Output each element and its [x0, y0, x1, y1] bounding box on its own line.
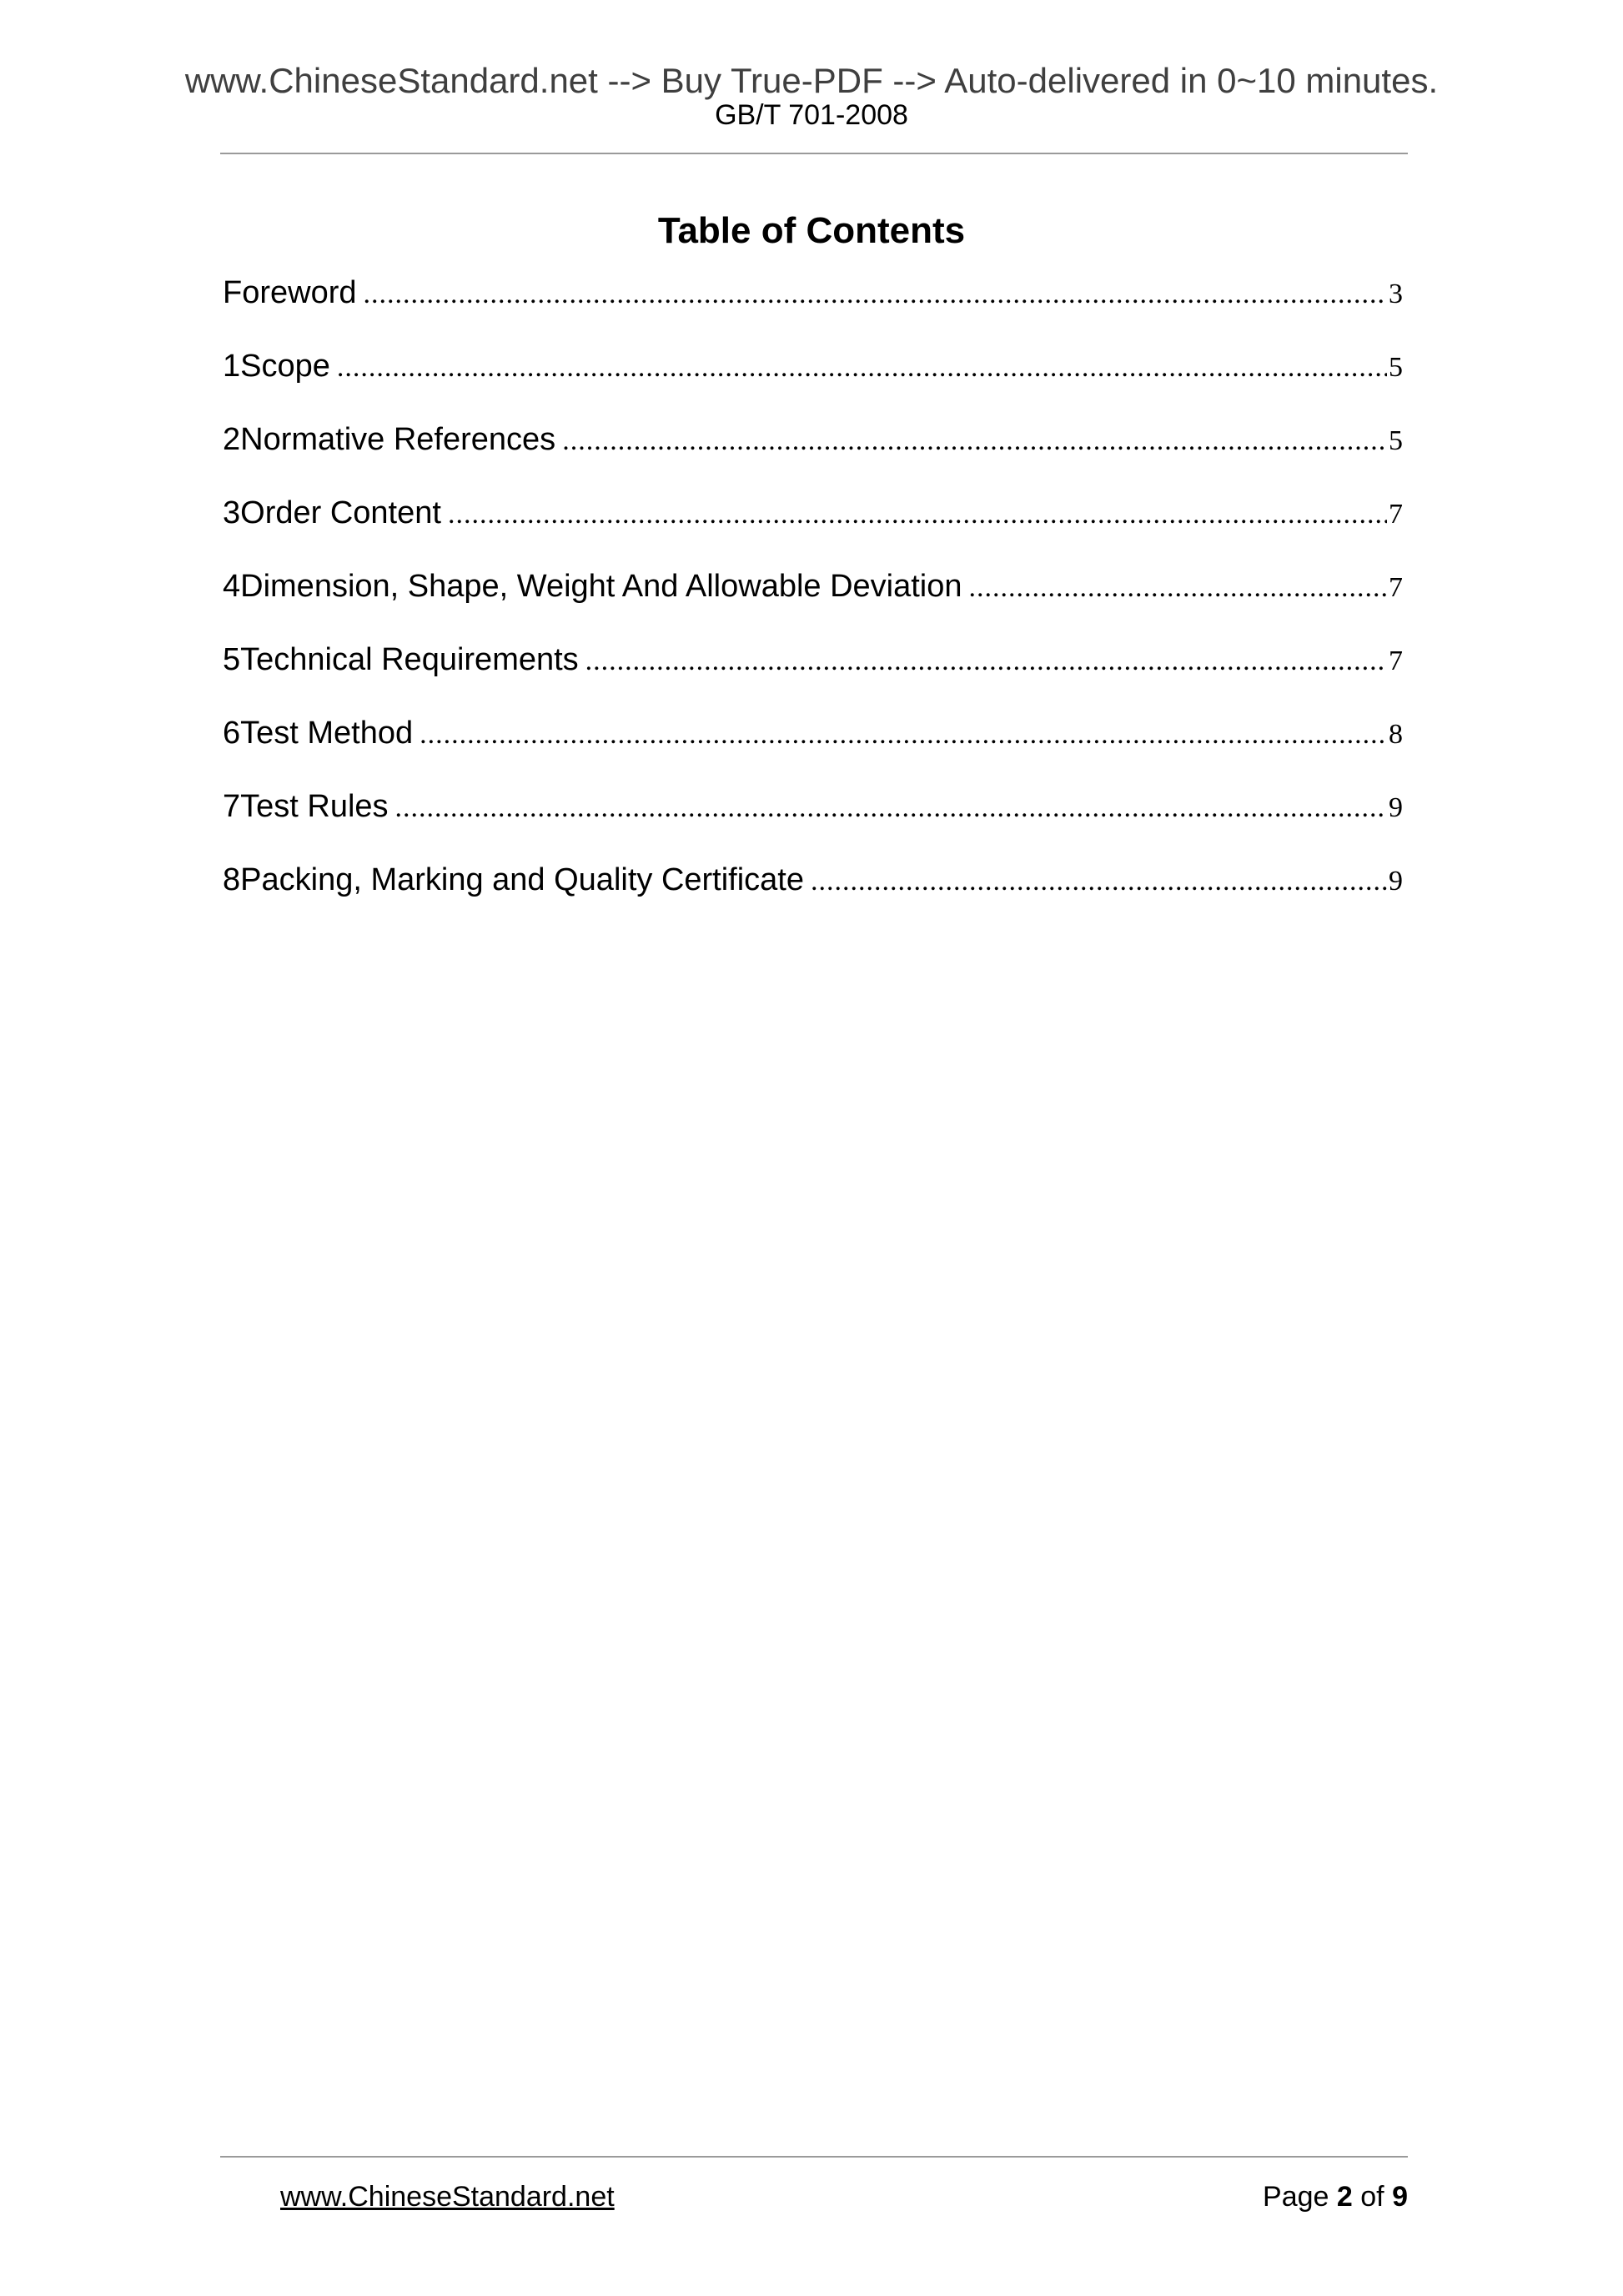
document-code: GB/T 701-2008	[715, 99, 908, 131]
toc-title: Table of Contents	[657, 210, 966, 251]
page-indicator	[1263, 2183, 1408, 2211]
toc-dot-leader	[448, 493, 1387, 536]
toc-entry-label: Dimension, Shape, Weight And Allowable Deviation	[240, 569, 962, 604]
toc-entry-page: 3	[1389, 279, 1403, 309]
toc-entry-number: 2	[223, 422, 241, 457]
toc-entry-page: 7	[1389, 499, 1403, 530]
toc-dot-leader	[395, 786, 1387, 830]
toc-entry-label: Test Rules	[240, 789, 389, 824]
toc-dot-leader	[811, 860, 1387, 903]
current-page-number: 2	[1336, 2181, 1353, 2213]
toc-entry-page: 7	[1389, 572, 1403, 603]
toc-entry-label: Scope	[240, 349, 330, 384]
toc-entry-number: 5	[223, 642, 241, 677]
toc-entry-normative-references[interactable]	[223, 418, 1403, 491]
toc-entry-technical-requirements[interactable]	[223, 638, 1403, 711]
page-of: of	[1360, 2181, 1384, 2213]
toc-entry-label: Technical Requirements	[240, 642, 579, 677]
toc-dot-leader	[337, 346, 1387, 389]
toc-entry-page: 9	[1389, 792, 1403, 823]
toc-entry-number: 4	[223, 569, 241, 604]
toc-entry-label: Packing, Marking and Quality Certificate	[240, 862, 804, 897]
toc-entry-number: 7	[223, 789, 241, 824]
toc-entry-scope[interactable]	[223, 344, 1403, 418]
toc-entry-order-content[interactable]	[223, 491, 1403, 565]
toc-entry-foreword[interactable]	[223, 271, 1403, 344]
toc-entry-packing[interactable]	[223, 858, 1403, 932]
toc-entry-label: Normative References	[240, 422, 556, 457]
toc-dot-leader	[969, 566, 1387, 610]
toc-entry-number: 8	[223, 862, 241, 897]
toc-entry-page: 9	[1389, 866, 1403, 897]
toc-entry-page: 5	[1389, 425, 1403, 456]
header-divider	[220, 153, 1408, 154]
toc-list	[223, 271, 1403, 932]
toc-entry-page: 5	[1389, 352, 1403, 383]
toc-entry-number: 1	[223, 349, 241, 384]
toc-entry-label: Test Method	[240, 716, 414, 751]
toc-entry-label: Order Content	[240, 495, 441, 530]
page-prefix: Page	[1263, 2181, 1329, 2213]
footer-divider	[220, 2156, 1408, 2158]
toc-entry-dimension[interactable]	[223, 565, 1403, 638]
toc-entry-number: 6	[223, 716, 241, 751]
toc-entry-page: 8	[1389, 719, 1403, 750]
toc-dot-leader	[585, 640, 1387, 683]
toc-dot-leader	[420, 713, 1387, 756]
toc-dot-leader	[364, 273, 1388, 316]
toc-entry-label: Foreword	[223, 275, 357, 310]
toc-entry-number: 3	[223, 495, 241, 530]
toc-entry-test-method[interactable]	[223, 711, 1403, 785]
footer-site-link[interactable]: www.ChineseStandard.net	[280, 2181, 615, 2213]
site-banner: www.ChineseStandard.net --> Buy True-PDF --> Auto-delivered in 0~10 minutes.	[184, 61, 1439, 100]
total-page-count: 9	[1392, 2181, 1408, 2213]
toc-entry-test-rules[interactable]	[223, 785, 1403, 858]
toc-entry-page: 7	[1389, 646, 1403, 676]
toc-dot-leader	[562, 420, 1387, 463]
